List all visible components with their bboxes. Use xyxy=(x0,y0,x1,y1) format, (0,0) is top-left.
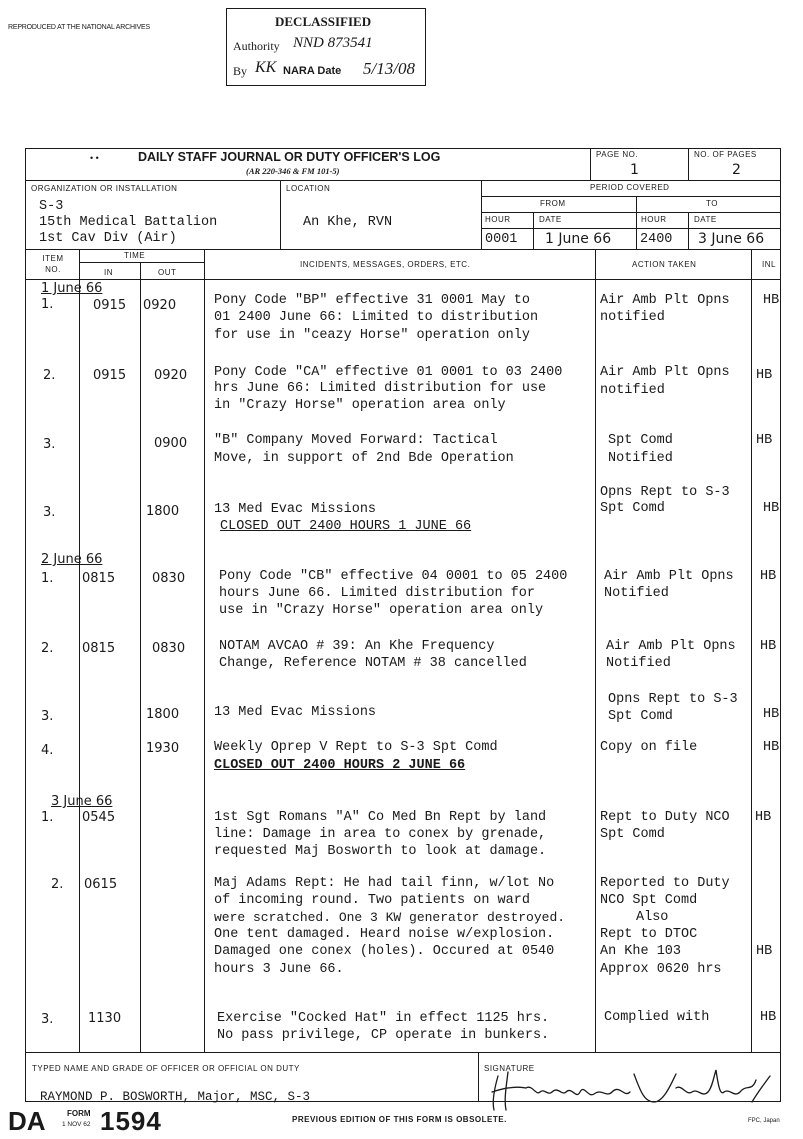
reproduced-label: REPRODUCED AT THE NATIONAL ARCHIVES xyxy=(8,24,150,31)
entry-8-line-1: Weekly Oprep V Rept to S-3 Spt Comd xyxy=(214,740,498,755)
entry-9-line-2: line: Damage in area to conex by grenade, xyxy=(214,827,547,842)
entry-5-line-2: hours June 66. Limited distribution for xyxy=(219,586,535,601)
printer-mark: FPC, Japan xyxy=(748,1118,780,1124)
entry-11-line-2: No pass privilege, CP operate in bunkers. xyxy=(217,1028,550,1043)
entry-6-action-1: Air Amb Plt Opns xyxy=(606,639,736,654)
col-out: OUT xyxy=(158,268,177,277)
org-line-1: S-3 xyxy=(39,199,64,214)
to-hour: 2400 xyxy=(640,232,673,247)
entry-9-inl: HB xyxy=(755,810,772,825)
entry-6-line-2: Change, Reference NOTAM # 38 cancelled xyxy=(219,656,527,671)
entry-6-out: 0830 xyxy=(152,641,186,656)
entry-2-out: 0920 xyxy=(154,368,188,383)
entry-4-line-1: 13 Med Evac Missions xyxy=(214,502,377,517)
entry-7-action-1: Opns Rept to S-3 xyxy=(608,692,738,707)
entry-6-line-1: NOTAM AVCAO # 39: An Khe Frequency xyxy=(219,639,495,654)
entry-7-line-1: 13 Med Evac Missions xyxy=(214,705,377,720)
entry-2-action-1: Air Amb Plt Opns xyxy=(600,365,730,380)
entry-5-action-1: Air Amb Plt Opns xyxy=(604,569,734,584)
entry-10-action-4: Rept to DTOC xyxy=(600,927,698,942)
to-label: TO xyxy=(706,199,718,208)
from-hour: 0001 xyxy=(485,232,518,247)
entry-11-line-1: Exercise "Cocked Hat" in effect 1125 hrs. xyxy=(217,1011,550,1026)
signature-label: SIGNATURE xyxy=(484,1064,535,1073)
entry-11-inl: HB xyxy=(760,1010,777,1025)
entry-3-item: 3. xyxy=(43,437,56,452)
entry-8-action-1: Copy on file xyxy=(600,740,698,755)
by-label: By xyxy=(233,64,248,78)
to-hour-label: HOUR xyxy=(641,215,667,224)
entry-11-item: 3. xyxy=(41,1012,54,1027)
from-label: FROM xyxy=(540,199,566,208)
entry-5-in: 0815 xyxy=(82,571,116,586)
entry-1-action-1: Air Amb Plt Opns xyxy=(600,293,730,308)
signature-image xyxy=(484,1062,774,1114)
entry-10-line-1: Maj Adams Rept: He had tail finn, w/lot No xyxy=(214,876,555,891)
authority-value: NND 873541 xyxy=(293,35,373,51)
from-hour-label: HOUR xyxy=(485,215,511,224)
page-no-label: PAGE NO. xyxy=(596,150,639,159)
day-header-1: 1 June 66 xyxy=(41,281,103,296)
entry-5-action-2: Notified xyxy=(604,586,669,601)
typed-name-label: TYPED NAME AND GRADE OF OFFICER OR OFFICIAL ON DUTY xyxy=(32,1064,300,1073)
period-label: PERIOD COVERED xyxy=(590,183,670,192)
form-title: DAILY STAFF JOURNAL OR DUTY OFFICER'S LOG xyxy=(138,150,441,164)
entry-6-inl: HB xyxy=(760,639,777,654)
col-time: TIME xyxy=(124,251,146,260)
entry-8-item: 4. xyxy=(41,743,54,758)
entry-4-item: 3. xyxy=(43,505,56,520)
entry-3-line-1: "B" Company Moved Forward: Tactical xyxy=(214,433,498,448)
entry-1-item: 1. xyxy=(41,297,54,312)
entry-10-action-3: Also xyxy=(636,910,669,925)
entry-5-out: 0830 xyxy=(152,571,186,586)
entry-7-out: 1800 xyxy=(146,707,180,722)
col-in: IN xyxy=(104,268,113,277)
entry-8-closed: CLOSED OUT 2400 HOURS 2 JUNE 66 xyxy=(214,758,466,773)
bullet-icon: • • xyxy=(90,153,99,163)
location-label: LOCATION xyxy=(286,184,331,193)
entry-11-in: 1130 xyxy=(88,1011,122,1026)
entry-2-line-1: Pony Code "CA" effective 01 0001 to 03 2400 xyxy=(214,365,563,380)
entry-10-in: 0615 xyxy=(84,877,118,892)
entry-1-inl: HB xyxy=(763,293,780,308)
entry-4-out: 1800 xyxy=(146,504,180,519)
entry-1-line-2: 01 2400 June 66: Limited to distribution xyxy=(214,310,539,325)
entry-5-line-1: Pony Code "CB" effective 04 0001 to 05 2400 xyxy=(219,569,568,584)
entry-3-line-2: Move, in support of 2nd Bde Operation xyxy=(214,451,514,466)
entry-7-item: 3. xyxy=(41,709,54,724)
form-subtitle: (AR 220-346 & FM 101-5) xyxy=(246,166,340,176)
entry-10-line-2: of incoming round. Two patients on ward xyxy=(214,893,530,908)
entry-1-line-1: Pony Code "BP" effective 31 0001 May to xyxy=(214,293,530,308)
day-header-2: 2 June 66 xyxy=(41,552,103,567)
entry-5-item: 1. xyxy=(41,571,54,586)
entry-9-action-2: Spt Comd xyxy=(600,827,665,842)
entry-7-inl: HB xyxy=(763,707,780,722)
entry-6-in: 0815 xyxy=(82,641,116,656)
entry-8-inl: HB xyxy=(763,740,780,755)
entry-6-item: 2. xyxy=(41,641,54,656)
entry-7-action-2: Spt Comd xyxy=(608,709,673,724)
entry-2-action-2: notified xyxy=(600,383,665,398)
entry-10-action-6: Approx 0620 hrs xyxy=(600,962,722,977)
entry-10-action-5: An Khe 103 xyxy=(600,944,682,959)
entry-5-line-3: use in "Crazy Horse" operation area only xyxy=(219,603,544,618)
location-value: An Khe, RVN xyxy=(303,215,393,230)
by-value: KK xyxy=(255,59,277,76)
declassified-stamp xyxy=(226,8,426,86)
entry-8-out: 1930 xyxy=(146,741,180,756)
to-date: 3 June 66 xyxy=(698,231,765,247)
entry-3-inl: HB xyxy=(756,433,773,448)
entry-10-action-1: Reported to Duty xyxy=(600,876,730,891)
entry-9-in: 0545 xyxy=(82,810,116,825)
entry-3-action-1: Spt Comd xyxy=(608,433,673,448)
col-action: ACTION TAKEN xyxy=(632,260,697,269)
col-item: ITEM NO. xyxy=(42,254,64,274)
entry-4-action-2: Spt Comd xyxy=(600,501,665,516)
entry-4-inl: HB xyxy=(763,501,780,516)
entry-2-line-3: in "Crazy Horse" operation area only xyxy=(214,398,506,413)
entry-4-closed: CLOSED OUT 2400 HOURS 1 JUNE 66 xyxy=(220,519,472,534)
declassified-title: DECLASSIFIED xyxy=(275,14,372,29)
entry-9-line-3: requested Maj Bosworth to look at damage. xyxy=(214,844,547,859)
entry-10-inl: HB xyxy=(756,944,773,959)
entry-1-action-2: notified xyxy=(600,310,665,325)
from-date: 1 June 66 xyxy=(545,231,612,247)
date-value: 5/13/08 xyxy=(363,59,415,78)
entry-3-action-2: Notified xyxy=(608,451,673,466)
pages-count: 2 xyxy=(732,162,741,178)
org-label: ORGANIZATION OR INSTALLATION xyxy=(31,184,178,193)
entry-9-action-1: Rept to Duty NCO xyxy=(600,810,730,825)
pages-label: NO. OF PAGES xyxy=(694,150,757,159)
entry-10-item: 2. xyxy=(51,877,64,892)
typed-name: RAYMOND P. BOSWORTH, Major, MSC, S-3 xyxy=(40,1090,311,1104)
from-date-label: DATE xyxy=(539,215,562,224)
da-mark: DA xyxy=(8,1106,46,1136)
col-incidents: INCIDENTS, MESSAGES, ORDERS, ETC. xyxy=(300,260,471,269)
entry-9-item: 1. xyxy=(41,810,54,825)
entry-10-action-2: NCO Spt Comd xyxy=(600,893,698,908)
form-date: 1 NOV 62 xyxy=(62,1121,91,1128)
org-line-2: 15th Medical Battalion xyxy=(39,215,218,230)
entry-6-action-2: Notified xyxy=(606,656,671,671)
entry-2-line-2: hrs June 66: Limited distribution for use xyxy=(214,381,547,396)
col-inl: INL xyxy=(762,260,776,269)
entry-1-line-3: for use in "ceazy Horse" operation only xyxy=(214,328,530,343)
authority-label: Authority xyxy=(233,39,280,53)
form-number: 1594 xyxy=(100,1106,162,1136)
nara-date-label: NARA Date xyxy=(283,65,342,77)
form-label: FORM xyxy=(67,1109,91,1118)
org-line-3: 1st Cav Div (Air) xyxy=(39,231,177,246)
entry-1-out: 0920 xyxy=(143,298,177,313)
entry-3-out: 0900 xyxy=(154,436,188,451)
entry-2-in: 0915 xyxy=(93,368,127,383)
entry-9-line-1: 1st Sgt Romans "A" Co Med Bn Rept by land xyxy=(214,810,547,825)
entry-1-in: 0915 xyxy=(93,298,127,313)
page-no: 1 xyxy=(630,162,639,178)
entry-5-inl: HB xyxy=(760,569,777,584)
entry-11-action-1: Complied with xyxy=(604,1010,710,1025)
day-header-3: 3 June 66 xyxy=(51,794,113,809)
entry-10-line-5: Damaged one conex (holes). Occured at 0540 xyxy=(214,944,555,959)
previous-edition-note: PREVIOUS EDITION OF THIS FORM IS OBSOLETE. xyxy=(292,1115,507,1124)
entry-4-action-1: Opns Rept to S-3 xyxy=(600,485,730,500)
entry-2-inl: HB xyxy=(756,368,773,383)
to-date-label: DATE xyxy=(694,215,717,224)
entry-2-item: 2. xyxy=(43,368,56,383)
entry-10-line-3: were scratched. One 3 KW generator destroyed. xyxy=(214,910,566,925)
entry-10-line-6: hours 3 June 66. xyxy=(214,962,344,977)
entry-10-line-4: One tent damaged. Heard noise w/explosion. xyxy=(214,927,555,942)
